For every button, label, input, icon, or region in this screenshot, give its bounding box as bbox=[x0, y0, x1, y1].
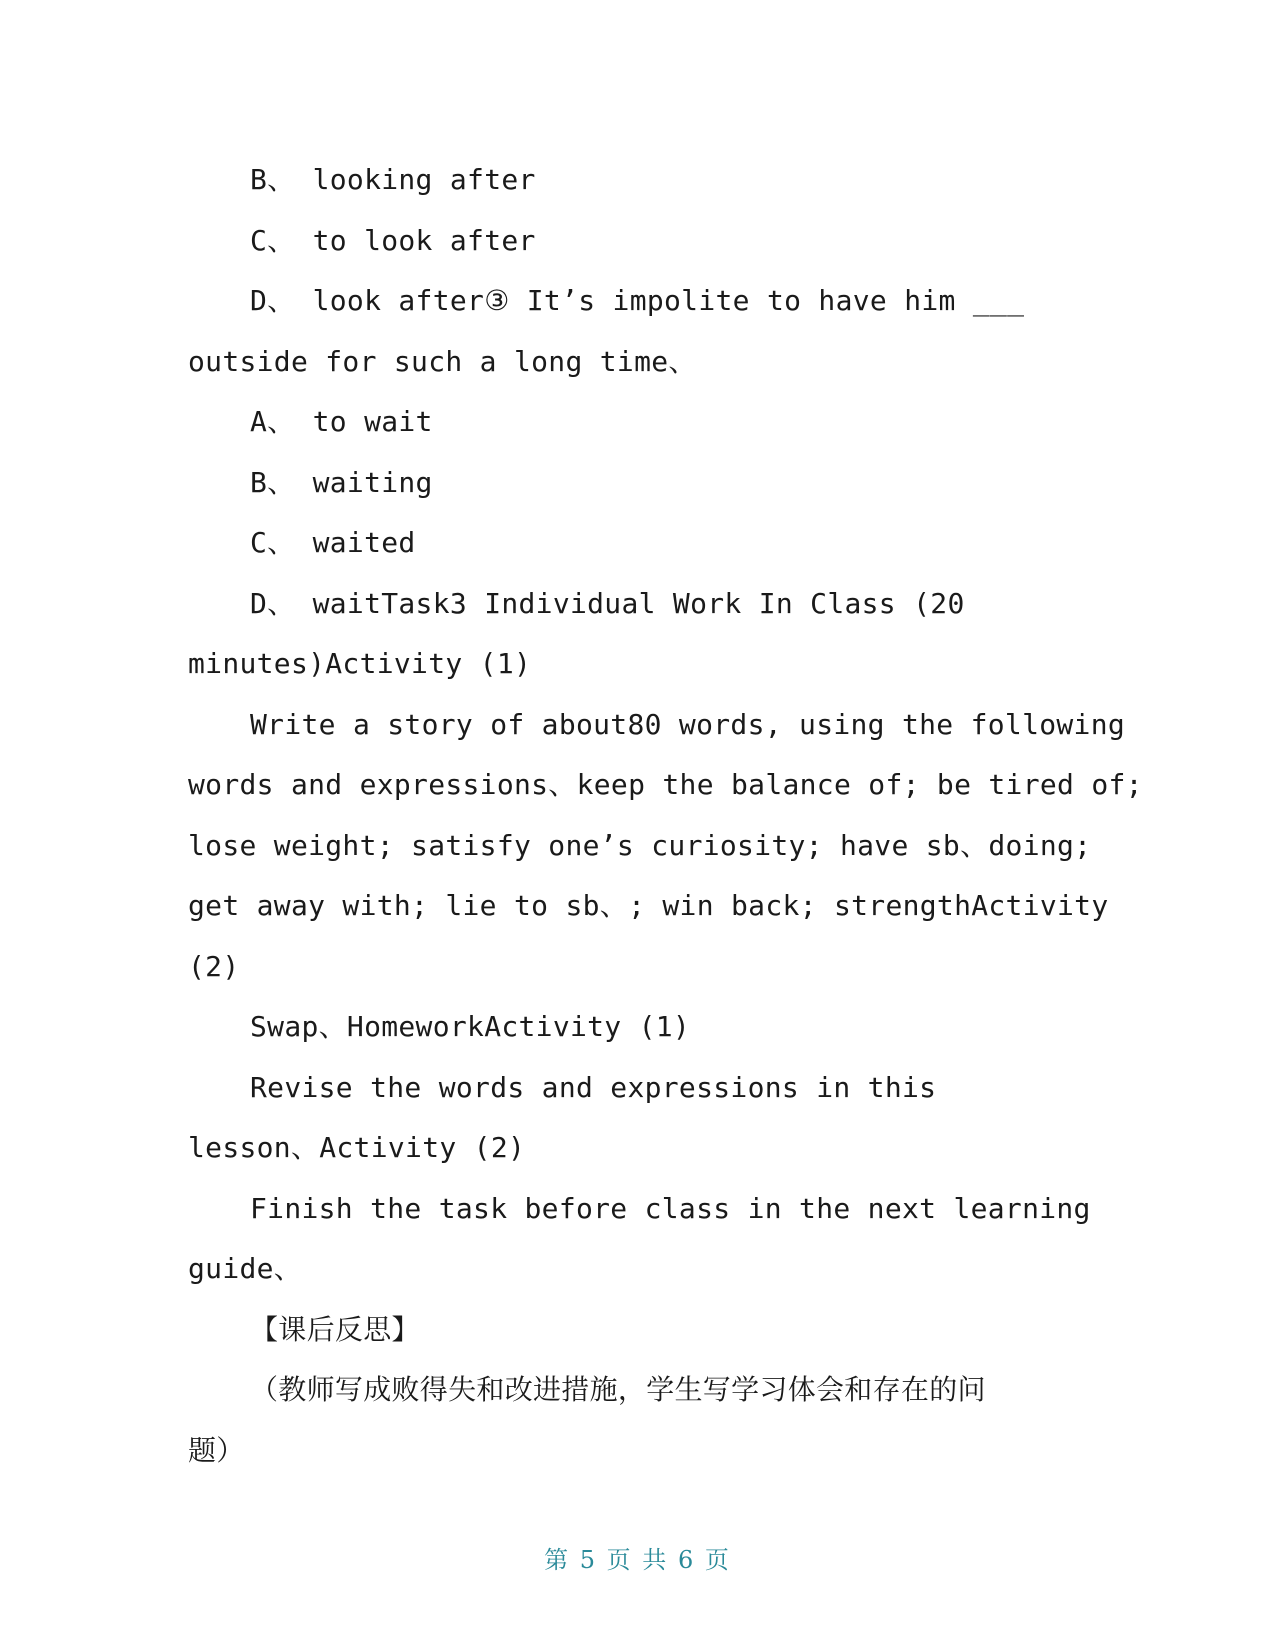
text-line: Revise the words and expressions in this bbox=[250, 1070, 937, 1104]
text-line: minutes)Activity (1) bbox=[188, 647, 532, 680]
text-line: outside for such a long time、 bbox=[188, 344, 697, 378]
text-line: A、 to wait bbox=[250, 405, 433, 438]
text-line: words and expressions、keep the balance of; be tired of; bbox=[188, 768, 1143, 801]
text-line: Finish the task before class in the next learning bbox=[250, 1191, 1091, 1225]
page-number-footer: 第 5 页 共 6 页 bbox=[544, 1546, 731, 1574]
text-line: lose weight; satisfy one’s curiosity; have sb、doing; bbox=[188, 828, 1092, 862]
text-line: Write a story of about80 words, using the following bbox=[250, 707, 1126, 741]
text-line: D、 waitTask3 Individual Work In Class (20 bbox=[250, 586, 965, 620]
text-line: B、 waiting bbox=[250, 465, 433, 499]
section-heading: 【课后反思】 bbox=[250, 1312, 420, 1346]
text-line: B、 looking after bbox=[250, 163, 536, 196]
text-line: （教师写成败得失和改进措施，学生写学习体会和存在的问 bbox=[250, 1373, 986, 1406]
text-line: lesson、Activity (2) bbox=[188, 1131, 526, 1164]
text-line: C、 waited bbox=[250, 526, 416, 559]
text-line: guide、 bbox=[188, 1252, 303, 1285]
text-line: D、 look after③ It’s impolite to have him ___ bbox=[250, 284, 1025, 317]
text-line: 题） bbox=[188, 1433, 245, 1467]
text-line: C、 to look after bbox=[250, 223, 536, 257]
text-line: Swap、HomeworkActivity (1) bbox=[250, 1010, 691, 1043]
document-body bbox=[188, 150, 1143, 1481]
text-line: (2) bbox=[188, 949, 240, 983]
text-line: get away with; lie to sb、; win back; strengthActivity bbox=[188, 889, 1109, 922]
